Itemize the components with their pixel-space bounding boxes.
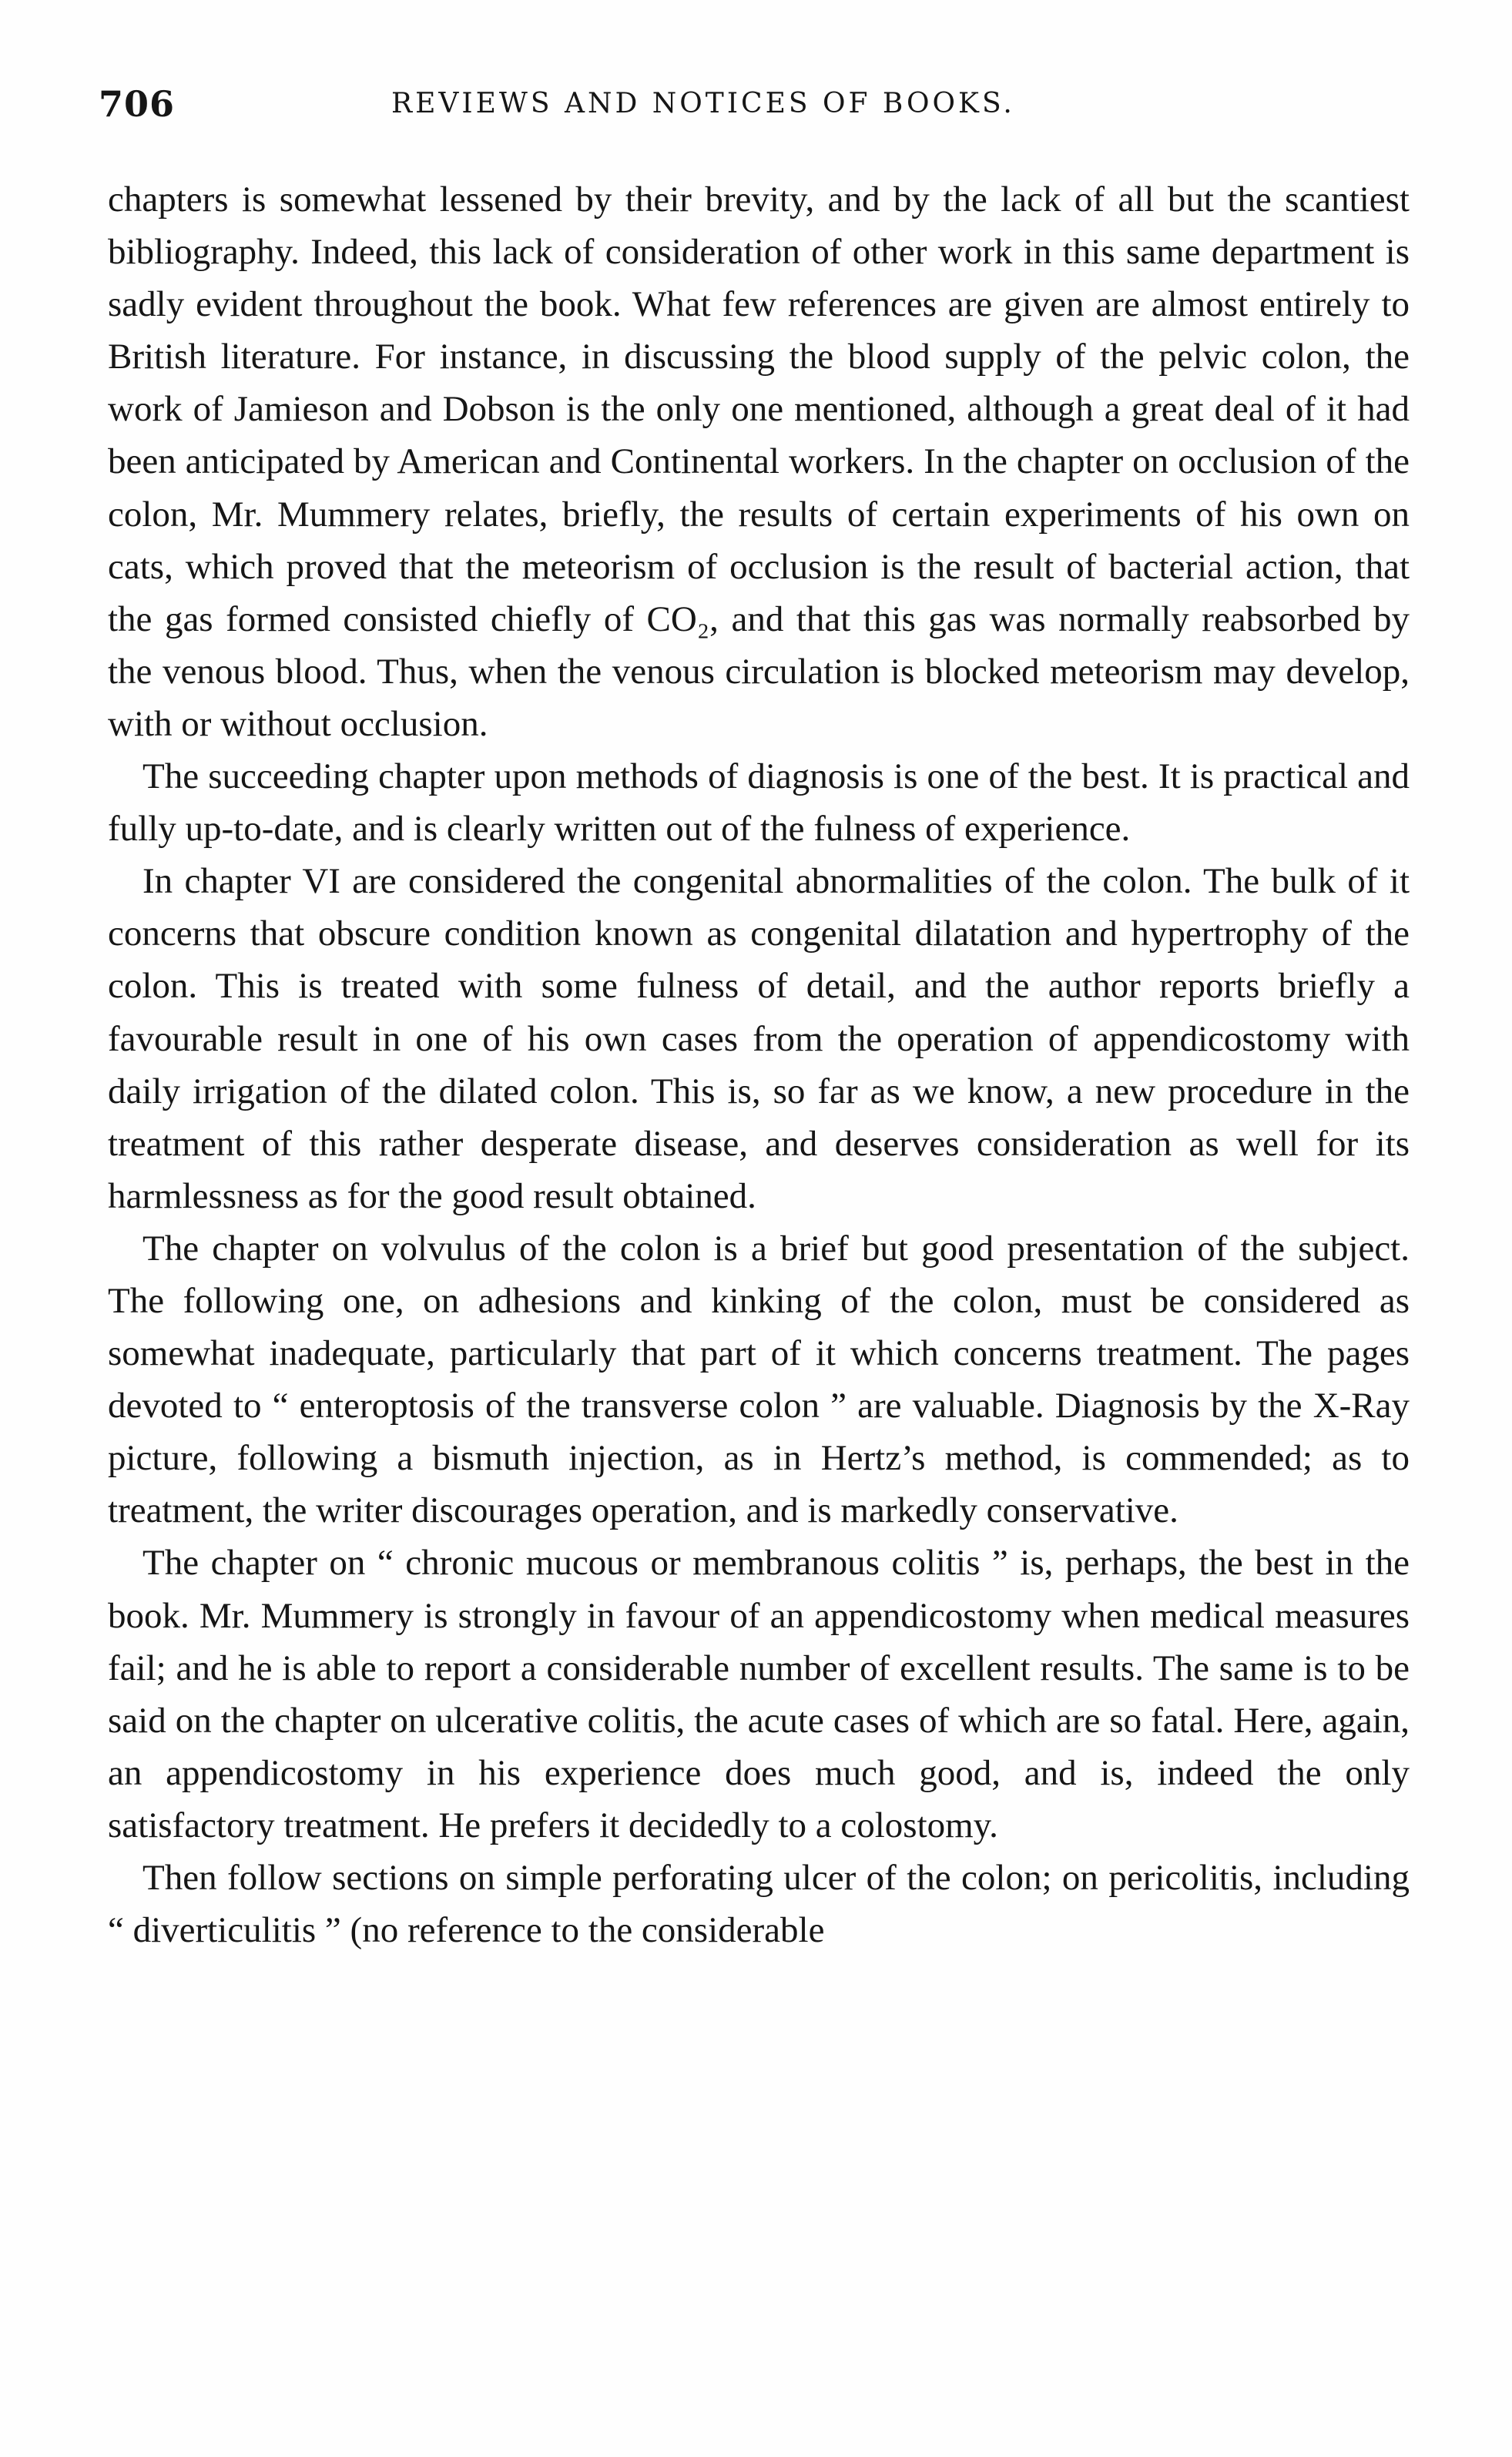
page-header	[99, 83, 1400, 129]
page-number: 706	[99, 83, 176, 125]
paragraph: The chapter on volvulus of the colon is a brief but good presentation of the subject. The following one, on adhesions and kinking of the colon, must be considered as somewhat inadequate, particularly that part of it which concerns treatment. The pages devoted to “ enteroptosis of the transverse colon ” are valuable. Diagnosis by the X-Ray picture, following a bismuth injection, as in Hertz’s method, is commended; as to treatment, the writer discourages operation, and is markedly conservative.	[108, 1228, 1410, 1531]
running-head: REVIEWS AND NOTICES OF BOOKS.	[391, 88, 1015, 119]
paragraph-continued: chapters is somewhat lessened by their brevity, and by the lack of all but the scantiest bibliography. Indeed, this lack of consideration of other work in this same department is sadly evident throughout the book. What few references are given are almost entirely to British literature. For instance, in discussing the blood supply of the pelvic colon, the work of Jamieson and Dobson is the only one mentioned, although a great deal of it had been anticipated by American and Continental workers. In the chapter on occlusion of the colon, Mr. Mummery relates, briefly, the results of certain experiments of his own on cats, which proved that the meteorism of occlusion is the result of bacterial action, that the gas formed consisted chiefly of CO₂, and that this gas was normally reabsorbed by the venous blood. Thus, when the venous circulation is blocked meteorism may develop, with or without occlusion.	[108, 179, 1410, 744]
paragraph: Then follow sections on simple perforating ulcer of the colon; on pericolitis, including “ diverticulitis ” (no reference to the considerable	[108, 1858, 1410, 1951]
paragraph: The chapter on “ chronic mucous or membranous colitis ” is, perhaps, the best in the book. Mr. Mummery is strongly in favour of an appendicostomy when medical measures fail; and he is able to report a considerable number of excellent results. The same is to be said on the chapter on ulcerative colitis, the acute cases of which are so fatal. Here, again, an appendicostomy in his experience does much good, and is, indeed the only satisfactory treatment. He prefers it decidedly to a colostomy.	[108, 1543, 1410, 1845]
paragraph: In chapter VI are considered the congenital abnormalities of the colon. The bulk of it concerns that obscure condition known as congenital dilatation and hypertrophy of the colon. This is treated with some fulness of detail, and the author reports briefly a favourable result in one of his own cases from the operation of appendicostomy with daily irrigation of the dilated colon. This is, so far as we know, a new procedure in the treatment of this rather desperate disease, and deserves consideration as well for its harmlessness as for the good result obtained.	[108, 861, 1410, 1216]
paragraph: The succeeding chapter upon methods of diagnosis is one of the best. It is practical and fully up-to-date, and is clearly written out of the fulness of experience.	[108, 756, 1410, 850]
body-text	[108, 173, 1410, 1956]
